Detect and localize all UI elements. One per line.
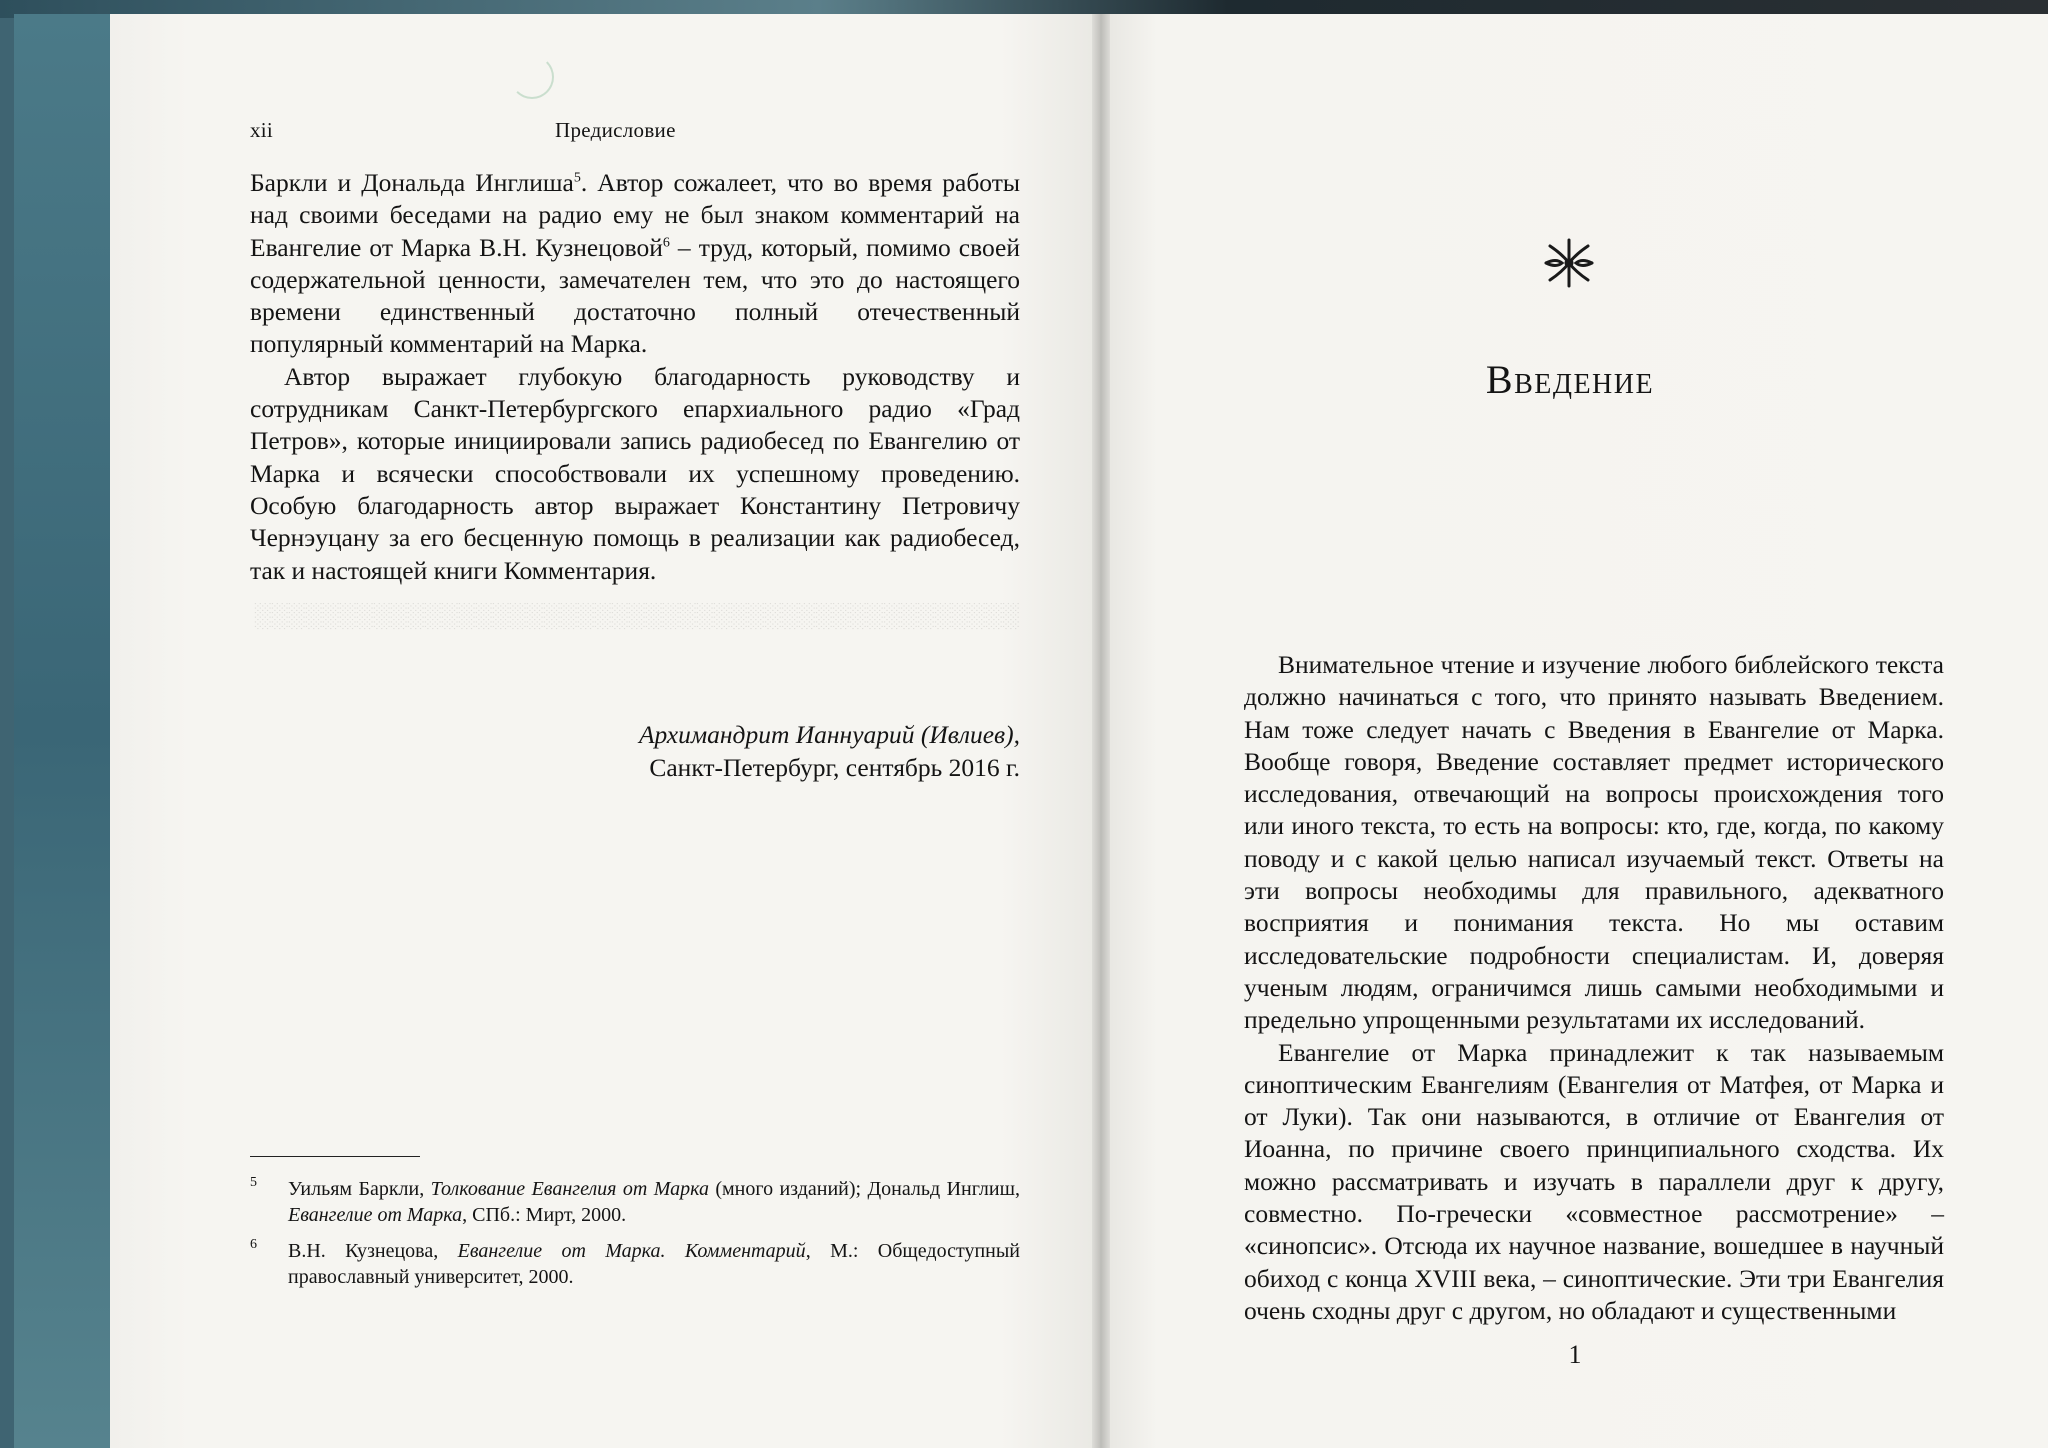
signature-block xyxy=(250,718,1020,784)
signature-name: Архимандрит Ианнуарий (Ивлиев), xyxy=(638,720,1020,749)
left-page-body xyxy=(250,167,1020,587)
paragraph-acknowledgement: Автор выражает глубокую благодарность руководству и сотрудникам Санкт-Петербургского епархиального радио «Град Петров», которые инициировали запись радиобесед по Евангелию от Марка и всячески способствовали их успешному проведению. Особую благодарность автор выражает Константину Петровичу Чернэуцану за его бесценную помощь в реализации как радиобесед, так и настоящей книги Комментария. xyxy=(250,361,1020,585)
footnote-number: 6 xyxy=(250,1237,257,1252)
scanner-background-strip xyxy=(14,14,110,1448)
footnote-ref-5[interactable]: 5 xyxy=(573,170,581,186)
paragraph-introduction: Внимательное чтение и изучение любого библейского текста должно начинаться с того, что принято называть Введением. Нам тоже следует начать с Введения в Евангелие от Марка. Вообще говоря, Введение составляет предмет исторического исследования, отвечающий на вопросы происхождения того или иного текста, то есть на вопросы: кто, где, когда, по какому поводу и с какой целью написал изучаемый текст. Ответы на эти вопросы необходимы для правильного, адекватного восприятия и понимания текста. Но мы оставим исследовательские подробности специалистам. И, доверяя ученым людям, ограничимся лишь самыми необходимыми и предельно упрощенными результатами их исследований. xyxy=(1244,650,1944,1035)
footnote-6: 6 В.Н. Кузнецова, Евангелие от Марка. Комментарий, М.: Общедоступный православный университет, 2000. xyxy=(250,1238,1020,1290)
chapter-title: Введение xyxy=(1485,357,1655,402)
footnote-number: 5 xyxy=(250,1175,257,1190)
paragraph-synoptic: Евангелие от Марка принадлежит к так называемым синоптическим Евангелиям (Евангелия от Матфея, от Марка и от Луки). Так они называются, в отличие от Евангелия от Иоанна, по причине своего принципиального сходства. Их можно рассматривать и изучать в параллели друг к другу, совместно. По-гречески «совместное рассмотрение» – «синопсис». Отсюда их научное название, вошедшее в научный обиход с конца XVIII века, – синоптические. Эти три Евангелия очень сходны друг с другом, но обладают и существенными xyxy=(1244,1037,1944,1325)
footnotes xyxy=(250,1176,1020,1300)
floral-ornament-icon xyxy=(1542,236,1596,290)
paragraph-continuation: Баркли и Дональда Инглиша$^5$. Автор сожалеет, что во время работы над своими беседами на радио ему не был знаком комментарий на Евангелие от Марка В.Н. Кузнецовой$^6$ – труд, который, помимо своей содержательной ценности, замечателен тем, что это до настоящего времени единственный достаточно полный отечественный популярный комментарий на Марка. xyxy=(250,168,1020,359)
footnote-5: 5 Уильям Баркли, Толкование Евангелия от Марка (много изданий); Дональд Инглиш, Евангелие от Марка, СПб.: Мирт, 2000. xyxy=(250,1176,1020,1228)
running-title: Предисловие xyxy=(555,118,676,142)
right-page-body xyxy=(1244,649,1944,1327)
scan-artifact-mark xyxy=(510,55,554,99)
footnote-ref-6[interactable]: 6 xyxy=(662,235,670,251)
right-page-number: 1 xyxy=(1568,1340,1582,1369)
show-through-ghost-left: ░░░░░░░░░░░░░░░░░░░░░░░░░░░░░░░░░░░░░░░░░░░░░ xyxy=(254,603,1020,629)
signature-place-date: Санкт-Петербург, сентябрь 2016 г. xyxy=(649,753,1020,782)
book-gutter xyxy=(1092,14,1110,1448)
left-page-number: xii xyxy=(250,118,274,142)
footnote-rule xyxy=(250,1156,420,1157)
